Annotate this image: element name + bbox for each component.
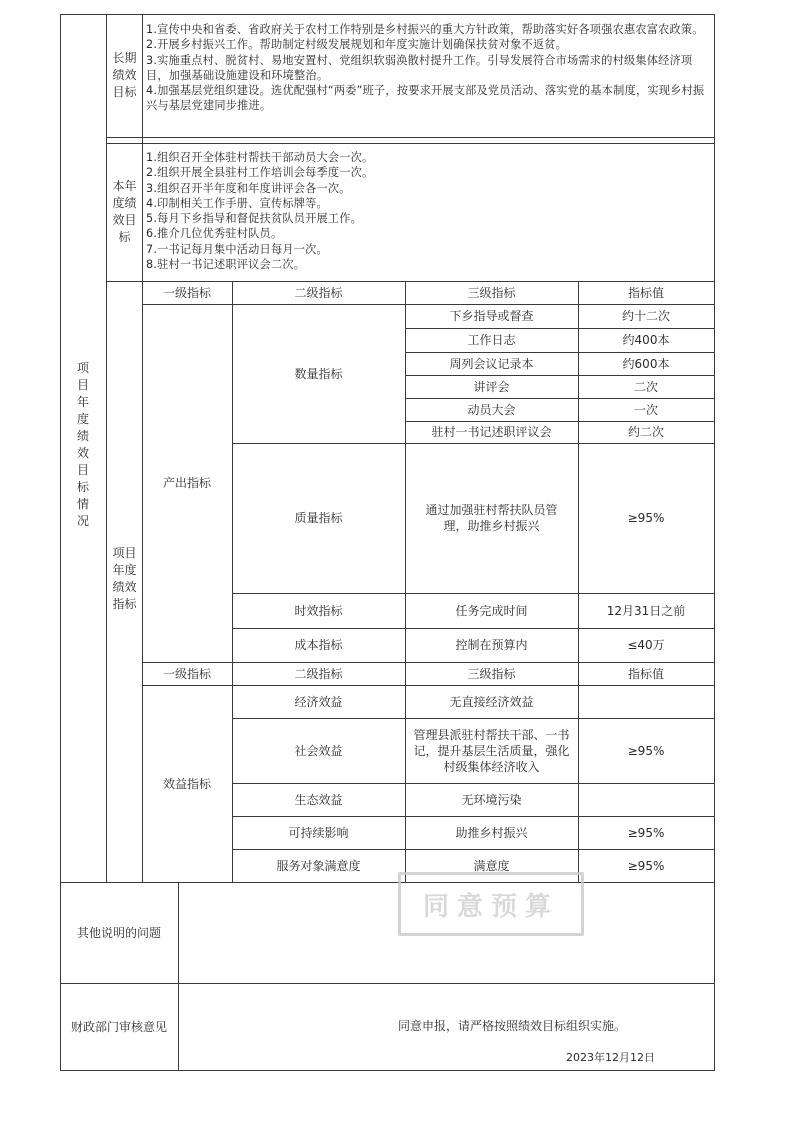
annual-goal: 6.推介几位优秀驻村队员。 <box>146 227 283 241</box>
header-level2: 二级指标 <box>294 285 343 300</box>
header-level3: 三级指标 <box>467 666 516 681</box>
long-term-goal: 3.实施重点村、脱贫村、易地安置村、党组织软弱涣散村提升工作。引导发展符合市场需求的村级集体经济项目，加强基础设施建设和环境整治。 <box>146 53 693 82</box>
annual-goal: 7.一书记每月集中活动日每月一次。 <box>146 242 328 256</box>
quantity-indicator-label: 数量指标 <box>294 366 343 381</box>
section-label-long-term: 长期绩效目标 <box>112 51 137 99</box>
benefit-indicator-label: 效益指标 <box>162 776 211 791</box>
ecological-benefit-value <box>578 783 714 816</box>
quantity-value: 一次 <box>633 402 658 417</box>
cost-indicator-label: 成本指标 <box>294 638 343 652</box>
quantity-item: 下乡指导或督查 <box>449 309 534 323</box>
quantity-item: 讲评会 <box>473 379 510 394</box>
quantity-value: 二次 <box>633 379 658 394</box>
social-benefit-value: ≥95% <box>627 743 665 758</box>
header-level1: 一级指标 <box>162 285 211 300</box>
finance-review-opinion: 同意申报，请严格按照绩效目标组织实施。 <box>398 1019 627 1033</box>
quantity-value: 约二次 <box>627 425 664 439</box>
satisfaction-item: 满意度 <box>473 858 510 873</box>
social-benefit-label: 社会效益 <box>294 743 343 758</box>
ecological-benefit-label: 生态效益 <box>294 792 343 807</box>
timeliness-item: 任务完成时间 <box>455 603 528 618</box>
timeliness-value: 12月31日之前 <box>606 603 686 618</box>
annual-goal: 2.组织开展全县驻村工作培训会每季度一次。 <box>146 166 374 180</box>
annual-goal: 5.每月下乡指导和督促扶贫队员开展工作。 <box>146 212 363 226</box>
quantity-item: 驻村一书记述职评议会 <box>431 425 552 439</box>
economic-benefit-value <box>578 685 714 718</box>
economic-benefit-label: 经济效益 <box>294 694 343 709</box>
sustainable-impact-value: ≥95% <box>627 825 665 840</box>
header-value: 指标值 <box>627 285 664 300</box>
header-level2: 二级指标 <box>294 666 343 681</box>
output-indicator-label: 产出指标 <box>162 476 211 490</box>
satisfaction-value: ≥95% <box>627 858 665 873</box>
long-term-goal: 2.开展乡村振兴工作。帮助制定村级发展规划和年度实施计划确保扶贫对象不返贫。 <box>146 38 568 52</box>
finance-review-date: 2023年12月12日 <box>566 1051 655 1064</box>
finance-review-label: 财政部门审核意见 <box>70 1019 167 1034</box>
long-term-goal: 4.加强基层党组织建设。选优配强村“两委”班子，按要求开展支部及党员活动、落实党的基本制度，实现乡村振兴与基层党建同步推进。 <box>146 84 705 113</box>
long-term-goals <box>146 22 712 114</box>
quantity-value: 约600本 <box>622 356 670 371</box>
sustainable-impact-item: 助推乡村振兴 <box>455 825 528 840</box>
quality-indicator-label: 质量指标 <box>294 511 343 525</box>
quantity-item: 周列会议记录本 <box>449 356 534 371</box>
satisfaction-label: 服务对象满意度 <box>276 858 361 873</box>
annual-goal: 8.驻村一书记述职评议会二次。 <box>146 258 306 272</box>
annual-goal: 3.组织召开半年度和年度讲评会各一次。 <box>146 181 351 195</box>
quantity-value: 约400本 <box>622 333 670 347</box>
timeliness-indicator-label: 时效指标 <box>294 603 343 618</box>
long-term-goal: 1.宣传中央和省委、省政府关于农村工作特别是乡村振兴的重大方针政策，帮助落实好各项强农惠农富农政策。 <box>146 23 704 36</box>
section-label-annual: 本年度绩效目标 <box>112 179 137 244</box>
annual-goal: 4.印制相关工作手册、宣传标牌等。 <box>146 196 328 210</box>
quantity-item: 工作日志 <box>467 333 516 347</box>
quantity-item: 动员大会 <box>467 402 516 417</box>
cost-item: 控制在预算内 <box>455 638 528 652</box>
section-label-outer: 项目年度绩效目标情况 <box>76 361 89 528</box>
header-value: 指标值 <box>627 666 664 681</box>
quantity-value: 约十二次 <box>621 309 670 323</box>
header-level3: 三级指标 <box>467 285 516 300</box>
annual-goals <box>146 150 712 272</box>
social-benefit-item: 管理县派驻村帮扶干部、一书记，提升基层生活质量，强化村级集体经济收入 <box>413 727 570 774</box>
other-notes-label: 其他说明的问题 <box>76 925 161 940</box>
approval-stamp: 同意预算 <box>398 872 584 936</box>
annual-goal: 1.组织召开全体驻村帮扶干部动员大会一次。 <box>146 151 374 164</box>
ecological-benefit-item: 无环境污染 <box>461 792 522 807</box>
sustainable-impact-label: 可持续影响 <box>288 825 349 840</box>
economic-benefit-item: 无直接经济效益 <box>449 694 534 709</box>
cost-value: ≤40万 <box>627 638 665 652</box>
header-level1: 一级指标 <box>162 666 211 681</box>
section-label-indicators: 项目年度绩效指标 <box>112 546 137 611</box>
quality-value: ≥95% <box>627 511 665 525</box>
quality-item: 通过加强驻村帮扶队员管理，助推乡村振兴 <box>425 503 558 533</box>
